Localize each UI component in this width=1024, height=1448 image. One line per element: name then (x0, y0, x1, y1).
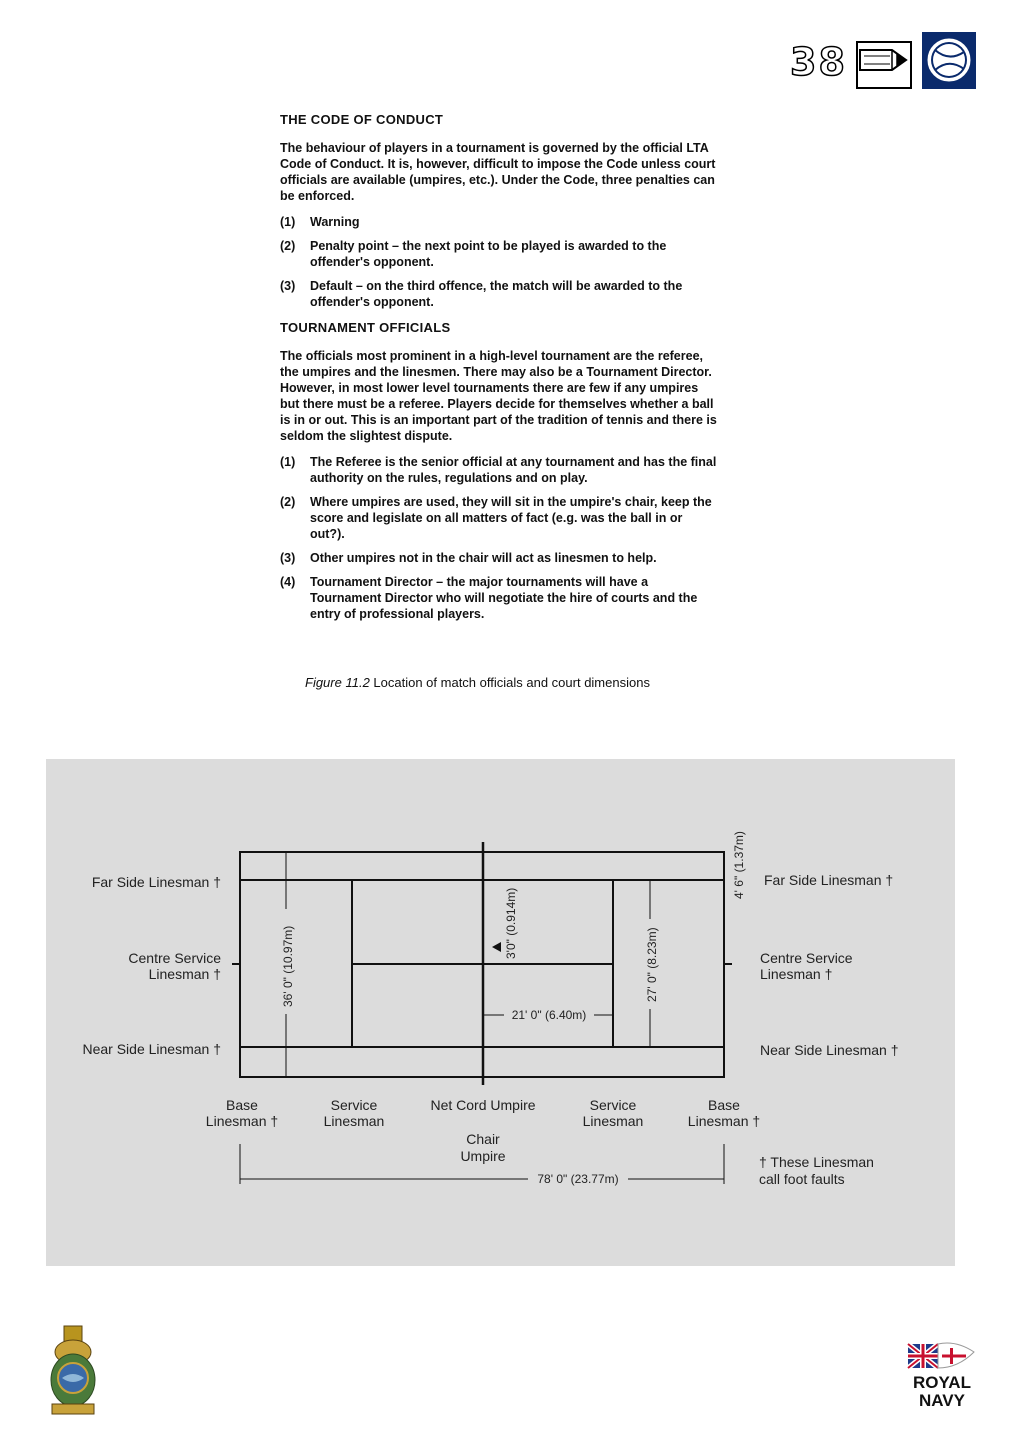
dim-court-length: 78' 0" (23.77m) (537, 1172, 619, 1186)
court-diagram (46, 759, 955, 1266)
list-number: (3) (280, 551, 296, 565)
base-linesman-right-line1: Base (708, 1097, 740, 1113)
left-centre-service-line2: Linesman † (148, 966, 221, 982)
service-linesman-left-line1: Service (330, 1097, 378, 1113)
section-heading-code-of-conduct: THE CODE OF CONDUCT (280, 112, 444, 127)
main-content (280, 112, 720, 632)
list-item (280, 214, 720, 230)
penalties-list (280, 214, 720, 310)
list-number: (4) (280, 575, 296, 589)
list-item (280, 574, 720, 622)
net-cord-umpire: Net Cord Umpire (430, 1097, 536, 1113)
list-number: (2) (280, 495, 296, 509)
dim-net-height: 3'0" (0.914m) (504, 887, 518, 959)
list-number: (2) (280, 239, 296, 253)
right-centre-service-line2: Linesman † (760, 966, 833, 982)
paragraph-code-of-conduct: The behaviour of players in a tournament is governed by the official LTA Code of Conduct. It is, however, difficult to impose the Code unless court officials are available (umpires, etc.). Under the Code, three penalties can be enforced. (280, 141, 716, 203)
officials-list (280, 454, 720, 622)
base-linesman-right-line2: Linesman † (687, 1113, 761, 1129)
list-text: Default – on the third offence, the match will be awarded to the offender's opponent. (310, 279, 683, 309)
page-number: 38 (790, 40, 847, 84)
list-text: Where umpires are used, they will sit in the umpire's chair, keep the score and legislate on all matters of fact (e.g. was the ball in or out?). (310, 495, 712, 541)
list-item (280, 550, 720, 566)
list-text: Warning (310, 215, 360, 229)
dim-court-width: 36' 0" (10.97m) (281, 925, 295, 1007)
navy-ensign-icon (906, 1338, 978, 1412)
navy-logo-line1: ROYAL (913, 1373, 971, 1392)
list-item (280, 278, 720, 310)
figure-caption-text: Location of match officials and court dimensions (373, 675, 650, 690)
left-near-side-linesman: Near Side Linesman † (82, 1041, 221, 1057)
left-centre-service-line1: Centre Service (128, 950, 221, 966)
list-item (280, 238, 720, 270)
base-linesman-left-line1: Base (226, 1097, 258, 1113)
royal-marines-crest (40, 1322, 106, 1422)
net-height-arrow-icon (492, 942, 501, 952)
service-linesman-right-line2: Linesman (582, 1113, 644, 1129)
tennis-ball-icon (922, 32, 976, 89)
service-linesman-left-line2: Linesman (323, 1113, 385, 1129)
navy-logo-line2: NAVY (919, 1391, 965, 1410)
section-heading-tournament-officials: TOURNAMENT OFFICIALS (280, 320, 451, 335)
list-text: The Referee is the senior official at any tournament and has the final authority on the rules, regulations and on play. (310, 455, 717, 485)
base-linesman-left-line2: Linesman † (205, 1113, 279, 1129)
right-centre-service-line1: Centre Service (760, 950, 853, 966)
paragraph-tournament-officials: The officials most prominent in a high-level tournament are the referee, the umpires and the linesmen. There may also be a Tournament Director. However, in most lower level tournaments there are few if any umpires but there must be a referee. Players decide for themselves whether a ball is in or out. This is an important part of the tradition of tennis and there is seldom the slightest dispute. (280, 349, 717, 443)
figure-caption (305, 675, 650, 690)
right-near-side-linesman: Near Side Linesman † (760, 1042, 899, 1058)
footnote-line1: † These Linesman (759, 1154, 874, 1170)
list-item (280, 494, 720, 542)
list-text: Other umpires not in the chair will act as linesmen to help. (310, 551, 657, 565)
dim-singles-width: 27' 0" (8.23m) (645, 927, 659, 1002)
figure-caption-label: Figure 11.2 (305, 675, 370, 690)
right-far-side-linesman: Far Side Linesman † (764, 872, 894, 888)
footnote-line2: call foot faults (759, 1171, 845, 1187)
royal-navy-logo (906, 1338, 978, 1417)
chair-umpire-line2: Umpire (460, 1148, 506, 1164)
list-item (280, 454, 720, 486)
list-number: (3) (280, 279, 296, 293)
pencil-icon (857, 42, 911, 88)
list-number: (1) (280, 215, 296, 229)
dim-alley-width: 4' 6" (1.37m) (732, 831, 746, 899)
left-far-side-linesman: Far Side Linesman † (91, 874, 221, 890)
header-icons (856, 32, 980, 92)
dim-service-length: 21' 0" (6.40m) (511, 1008, 587, 1022)
court-diagram-panel (46, 759, 955, 1266)
list-number: (1) (280, 455, 296, 469)
list-text: Penalty point – the next point to be played is awarded to the offender's opponent. (310, 239, 667, 269)
chair-umpire-line1: Chair (466, 1131, 500, 1147)
list-text: Tournament Director – the major tournaments will have a Tournament Director who will negotiate the hire of courts and the entry of professional players. (310, 575, 698, 621)
service-linesman-right-line1: Service (589, 1097, 637, 1113)
